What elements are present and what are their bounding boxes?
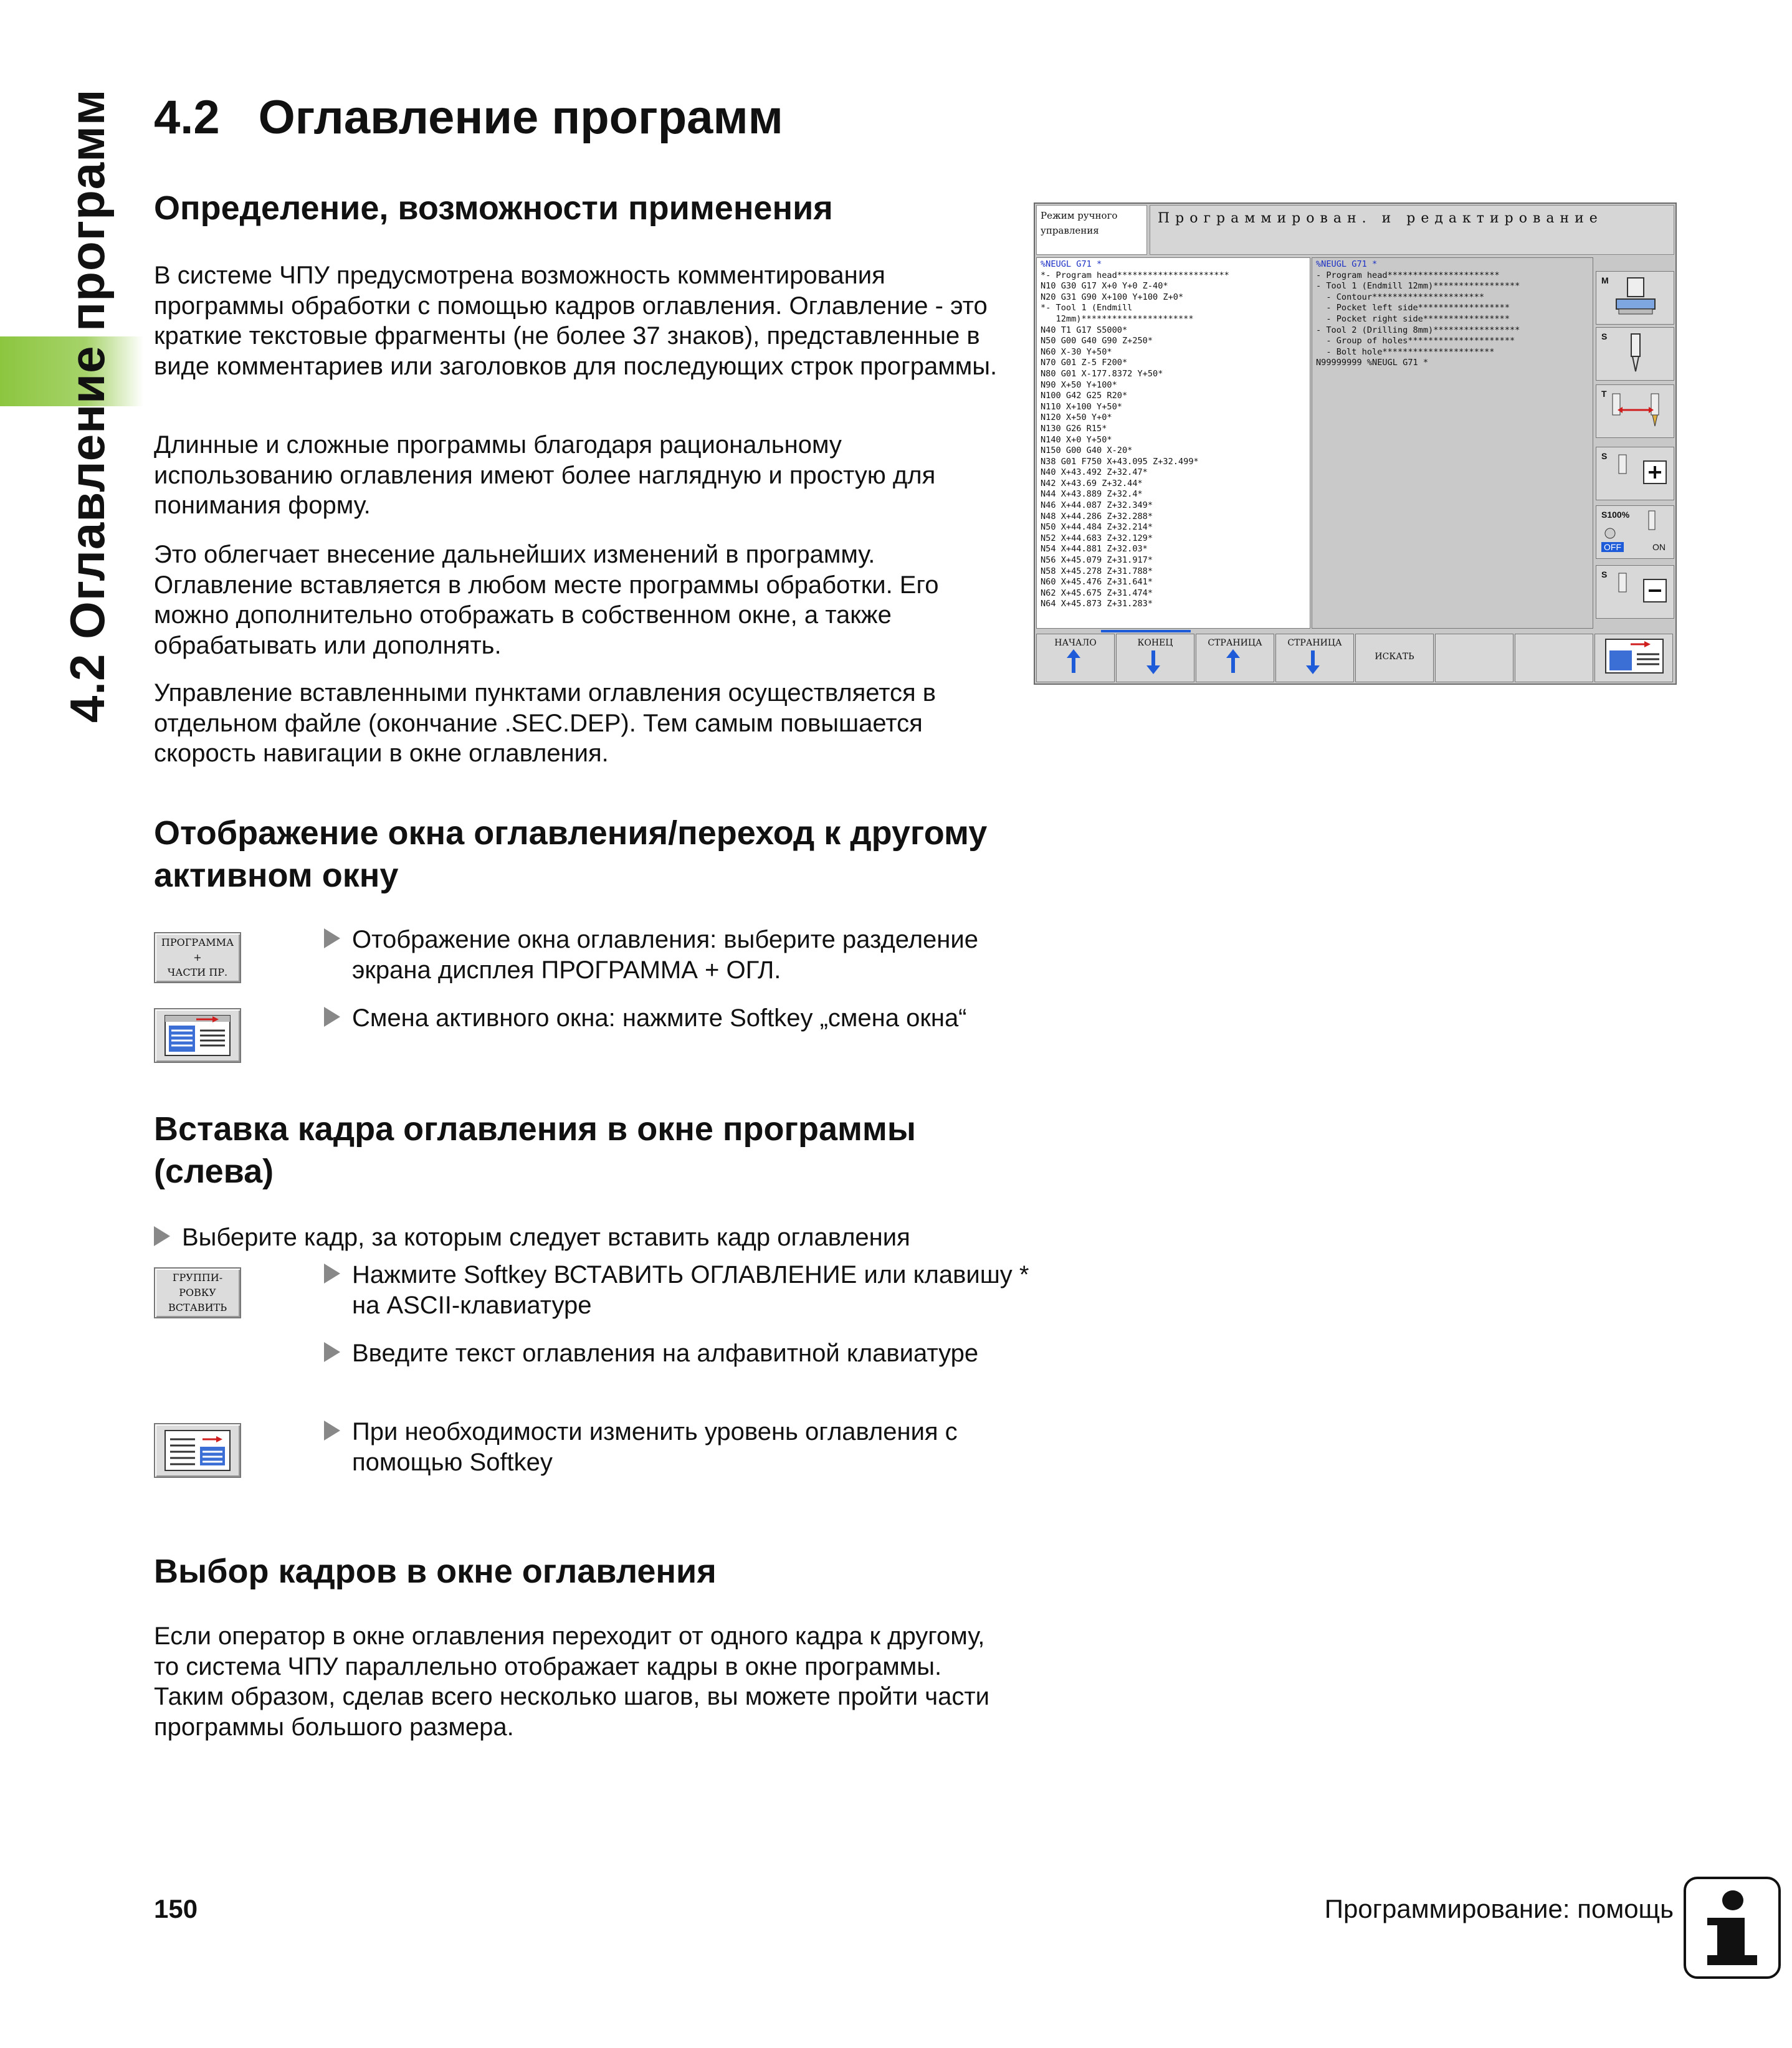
info-icon xyxy=(1684,1877,1781,1979)
code-line: N58 X+45.278 Z+31.788* xyxy=(1041,566,1153,576)
code-line: N48 X+44.286 Z+32.288* xyxy=(1041,511,1153,522)
operating-mode-label: Режим ручного управления xyxy=(1036,205,1147,255)
bullet-triangle-icon xyxy=(324,1007,340,1027)
select-paragraph: Если оператор в окне оглавления переходит от одного кадра к другому, то система ЧПУ параллельно отображает кадры в окне программы. Таким образом, сделав всего несколько шагов, вы можете пройти части программы большого размера. xyxy=(154,1622,989,1741)
switch-window-icon xyxy=(1599,638,1668,675)
code-line: - Pocket right side***************** xyxy=(1316,313,1510,324)
bullet-display-window xyxy=(324,925,1031,985)
code-line: - Tool 1 (Endmill 12mm)***************** xyxy=(1316,281,1520,292)
code-line: N44 X+43.889 Z+32.4* xyxy=(1041,489,1143,500)
code-line: N140 X+0 Y+50* xyxy=(1041,434,1112,445)
definition-paragraph-4: Управление вставленными пунктами оглавления осуществляется в отдельном файле (окончание .SEC.DEP). Тем самым повышается скорость навигации в окне оглавления. xyxy=(154,679,937,767)
bullet-text: При необходимости изменить уровень оглавления с помощью Softkey xyxy=(352,1418,958,1476)
definition-paragraph-1: В системе ЧПУ предусмотрена возможность комментирования программы обработки с помощью кадров оглавления. Оглавление - это краткие текстовые фрагменты (не более 37 знаков), представленные в виде комментариев или заголовков для последующих строк программы. xyxy=(154,262,998,380)
softkey-label: S xyxy=(1601,331,1608,341)
softkey-label: S xyxy=(1601,451,1608,461)
bullet-switch-window xyxy=(324,1003,1031,1034)
arrow-down-icon xyxy=(1151,650,1155,667)
code-line: - Bolt hole********************** xyxy=(1316,346,1495,357)
definition-paragraph-2: Длинные и сложные программы благодаря рациональному использованию оглавления имеют более наглядную и простую для понимания форму. xyxy=(154,431,936,519)
code-line: - Tool 2 (Drilling 8mm)***************** xyxy=(1316,325,1520,335)
bullet-triangle-icon xyxy=(324,1421,340,1441)
code-line: N20 G31 G90 X+100 Y+100 Z+0* xyxy=(1041,292,1184,302)
indent-level-icon xyxy=(155,1424,240,1477)
code-line: %NEUGL G71 * xyxy=(1316,259,1378,269)
active-softkey-bar xyxy=(1101,630,1191,632)
code-line: - Contour********************** xyxy=(1316,292,1485,302)
program-window[interactable] xyxy=(1036,257,1310,629)
definition-paragraph-3: Это облегчает внесение дальнейших изменений в программу. Оглавление вставляется в любом месте программы обработки. Его можно дополнительно отображать в собственном окне, а также обрабатывать или дополнять. xyxy=(154,541,939,659)
bullet-triangle-icon xyxy=(324,1264,340,1284)
code-line: N70 G01 Z-5 F200* xyxy=(1041,358,1128,368)
override-off-label: OFF xyxy=(1601,542,1624,552)
softkey-label: T xyxy=(1601,389,1607,399)
code-line: N130 G26 R15* xyxy=(1041,423,1107,434)
bullet-triangle-icon xyxy=(324,928,340,948)
bullet-change-level xyxy=(324,1417,1031,1477)
softkey-empty-2[interactable] xyxy=(1515,634,1593,682)
code-line: N40 T1 G17 S5000* xyxy=(1041,325,1128,335)
bullet-text: Отображение окна оглавления: выберите разделение экрана дисплея ПРОГРАММА + ОГЛ. xyxy=(352,926,978,984)
code-line: N40 X+43.492 Z+32.47* xyxy=(1041,467,1148,478)
bullet-text: Введите текст оглавления на алфавитной клавиатуре xyxy=(352,1340,979,1367)
vertical-chapter-title: 4.2 Оглавление программ xyxy=(60,88,115,723)
spindle-minus-softkey[interactable] xyxy=(1596,565,1674,619)
code-line: 12mm)********************** xyxy=(1041,313,1194,324)
info-dot xyxy=(1722,1890,1743,1910)
override-on-label: ON xyxy=(1652,542,1666,552)
bullet-enter-text xyxy=(324,1338,1031,1369)
info-base xyxy=(1707,1955,1757,1965)
softkey-label: СТРАНИЦА xyxy=(1208,638,1262,648)
code-line: - Program head********************** xyxy=(1316,270,1500,280)
code-line: *- Tool 1 (Endmill xyxy=(1041,303,1133,313)
change-level-softkey[interactable] xyxy=(154,1423,241,1478)
spindle-plus-softkey[interactable] xyxy=(1596,447,1674,500)
softkey-line: ЧАСТИ ПР. xyxy=(167,966,228,978)
softkey-end[interactable] xyxy=(1116,634,1194,682)
section-title-insert: Вставка кадра оглавления в окне программы (слева) xyxy=(154,1110,916,1190)
bullet-triangle-icon xyxy=(324,1342,340,1362)
softkey-line: ГРУППИ- xyxy=(172,1272,223,1284)
section-window[interactable] xyxy=(1312,257,1593,629)
switch-window-softkey[interactable] xyxy=(154,1008,241,1063)
footer-title: Программирование: помощь xyxy=(1324,1894,1674,1923)
code-line: N62 X+45.675 Z+31.474* xyxy=(1041,588,1153,598)
softkey-label: ИСКАТЬ xyxy=(1375,652,1414,662)
softkey-switch-window[interactable] xyxy=(1594,634,1673,682)
screen-title: Программирован. и редактирование xyxy=(1150,205,1674,255)
code-line: - Group of holes********************* xyxy=(1316,336,1515,346)
heading-number: 4.2 xyxy=(154,91,220,144)
bullet-press-insert xyxy=(324,1260,1031,1320)
bullet-text: Нажмите Softkey ВСТАВИТЬ ОГЛАВЛЕНИЕ или клавишу * на ASCII-клавиатуре xyxy=(352,1261,1029,1319)
softkey-line: + xyxy=(193,951,202,963)
softkey-label: S xyxy=(1601,569,1608,579)
code-line: N60 X+45.476 Z+31.641* xyxy=(1041,577,1153,588)
code-line: N50 X+44.484 Z+32.214* xyxy=(1041,522,1153,533)
info-stem xyxy=(1717,1918,1745,1959)
softkey-label: СТРАНИЦА xyxy=(1287,638,1342,648)
softkey-line: ПРОГРАММА xyxy=(161,936,234,948)
arrow-up-icon xyxy=(1231,657,1235,673)
spindle-s-softkey[interactable] xyxy=(1596,327,1674,381)
bullet-triangle-icon xyxy=(154,1226,170,1246)
softkey-label: КОНЕЦ xyxy=(1137,638,1173,648)
page-heading xyxy=(154,90,783,145)
code-line: N10 G30 G17 X+0 Y+0 Z-40* xyxy=(1041,281,1168,292)
code-line: N120 X+50 Y+0* xyxy=(1041,412,1112,423)
code-line: N38 G01 F750 X+43.095 Z+32.499* xyxy=(1041,456,1199,467)
softkey-label: M xyxy=(1601,275,1609,285)
section-title-definition: Определение, возможности применения xyxy=(154,189,833,227)
softkey-page-up[interactable] xyxy=(1196,634,1274,682)
softkey-begin[interactable] xyxy=(1036,634,1115,682)
code-line: N80 G01 X-177.8372 Y+50* xyxy=(1041,368,1163,379)
code-line: N99999999 %NEUGL G71 * xyxy=(1316,358,1429,368)
code-line: N90 X+50 Y+100* xyxy=(1041,379,1117,390)
code-line: %NEUGL G71 * xyxy=(1041,259,1102,269)
softkey-page-down[interactable] xyxy=(1275,634,1354,682)
plus-icon xyxy=(1596,447,1675,501)
tool-t-softkey[interactable] xyxy=(1596,384,1674,438)
bullet-text: Выберите кадр, за которым следует вставить кадр оглавления xyxy=(182,1224,910,1251)
insert-section-softkey[interactable] xyxy=(154,1267,241,1318)
code-line: *- Program head********************** xyxy=(1041,270,1229,280)
code-line: N52 X+44.683 Z+32.129* xyxy=(1041,533,1153,543)
bullet-select-block xyxy=(154,1222,1054,1253)
arrow-down-icon xyxy=(1311,650,1315,667)
code-line: - Pocket left side****************** xyxy=(1316,303,1510,313)
arrow-up-icon xyxy=(1072,657,1075,673)
code-line: N150 G00 G40 X-20* xyxy=(1041,445,1133,456)
softkey-line: ВСТАВИТЬ xyxy=(168,1302,227,1313)
minus-icon xyxy=(1596,566,1675,619)
softkey-search[interactable] xyxy=(1355,634,1434,682)
page-number: 150 xyxy=(154,1894,198,1923)
code-line: N54 X+44.881 Z+32.03* xyxy=(1041,544,1148,555)
cnc-screen xyxy=(1034,202,1677,685)
softkey-empty-1[interactable] xyxy=(1435,634,1513,682)
spindle-override-softkey[interactable] xyxy=(1596,505,1674,559)
tool-change-icon xyxy=(1596,385,1675,439)
switch-window-icon xyxy=(155,1009,240,1062)
code-line: N64 X+45.873 Z+31.283* xyxy=(1041,599,1153,609)
code-line: N46 X+44.087 Z+32.349* xyxy=(1041,500,1153,511)
code-line: N100 G42 G25 R20* xyxy=(1041,391,1128,401)
section-title-select: Выбор кадров в окне оглавления xyxy=(154,1553,717,1590)
bullet-text: Смена активного окна: нажмите Softkey „смена окна“ xyxy=(352,1004,967,1032)
softkey-label: S100% xyxy=(1601,510,1630,520)
m-function-softkey[interactable] xyxy=(1596,271,1674,325)
softkey-label: НАЧАЛО xyxy=(1054,638,1097,648)
code-line: N60 X-30 Y+50* xyxy=(1041,346,1112,357)
code-line: N110 X+100 Y+50* xyxy=(1041,401,1122,412)
heading-title: Оглавление программ xyxy=(258,91,783,144)
spindle-icon xyxy=(1596,328,1675,381)
section-title-display: Отображение окна оглавления/переход к другому активном окну xyxy=(154,814,988,894)
code-line: N50 G00 G40 G90 Z+250* xyxy=(1041,336,1153,346)
code-line: N56 X+45.079 Z+31.917* xyxy=(1041,555,1153,566)
program-sections-softkey[interactable] xyxy=(154,932,241,983)
code-line: N42 X+43.69 Z+32.44* xyxy=(1041,478,1143,488)
softkey-line: РОВКУ xyxy=(179,1287,216,1298)
